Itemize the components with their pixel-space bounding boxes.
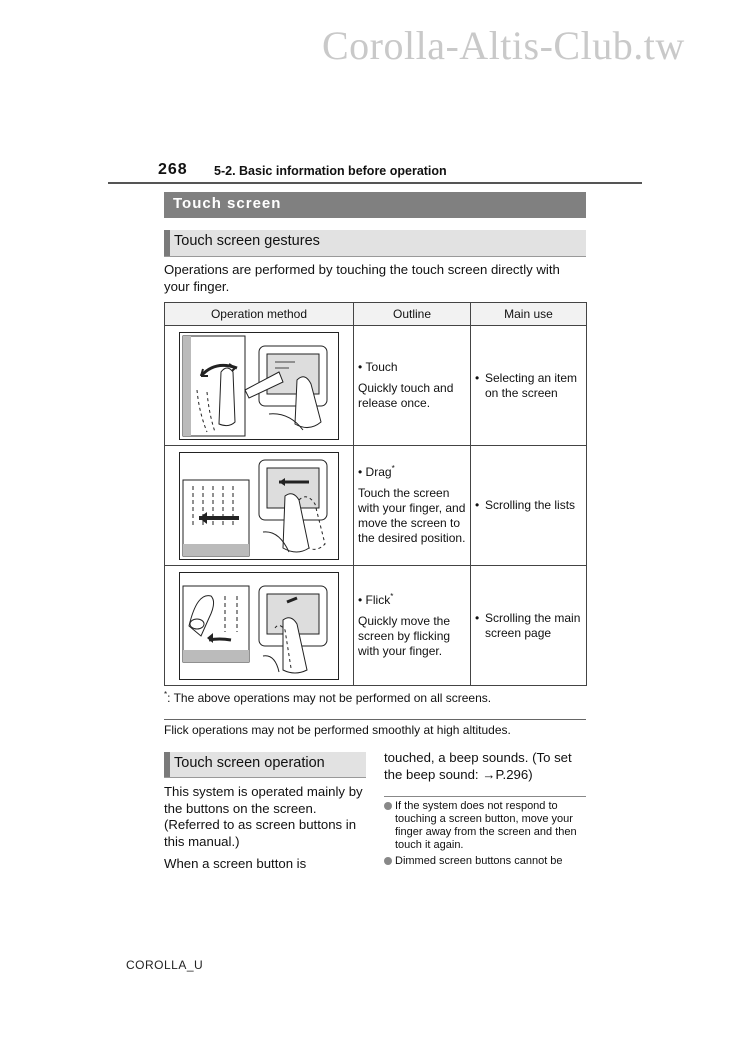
- outline-cell: [354, 566, 471, 686]
- gestures-heading: Touch screen gestures: [164, 230, 586, 256]
- flick-gesture-icon: [179, 572, 339, 680]
- column-header: Main use: [471, 303, 587, 326]
- operation-notes: [384, 800, 588, 871]
- main-use-cell: • Scrolling the lists: [471, 446, 587, 566]
- main-use-text: Scrolling the main screen page: [485, 610, 581, 640]
- outline-text: Touch the screen with your finger, and move the screen to the desired position.: [358, 486, 466, 545]
- header-rule: [108, 182, 642, 184]
- table-footnote: *: The above operations may not be performed on all screens.: [164, 690, 492, 705]
- gesture-name: • Flick*: [358, 591, 394, 607]
- outline-text: Quickly touch and release once.: [358, 381, 454, 410]
- flick-illustration: [165, 566, 354, 686]
- page-title: Touch screen: [164, 192, 586, 218]
- touch-gesture-icon: [179, 332, 339, 440]
- watermark: Corolla-Altis-Club.tw: [322, 23, 685, 68]
- drag-illustration: [165, 446, 354, 566]
- operation-heading: Touch screen operation: [164, 752, 366, 777]
- note-rule: [164, 719, 586, 720]
- touch-illustration: [165, 326, 354, 446]
- footer-code: COROLLA_U: [126, 958, 204, 972]
- operation-paragraph: When a screen button is: [164, 856, 307, 871]
- table-row: [165, 566, 587, 686]
- heading-rule: [164, 777, 366, 778]
- table-row: [165, 446, 587, 566]
- intro-paragraph: Operations are performed by touching the touch screen directly with your finger.: [164, 262, 560, 294]
- main-use-text: Selecting an item on the screen: [485, 370, 578, 400]
- bullet-dot-icon: [384, 802, 392, 810]
- notes-rule: [384, 796, 586, 797]
- main-use-cell: • Scrolling the main screen page: [471, 566, 587, 686]
- table-header-row: [165, 303, 587, 326]
- drag-gesture-icon: [179, 452, 339, 560]
- note-item: If the system does not respond to touching a screen button, move your finger away from the screen and then touch it again.: [384, 800, 588, 852]
- outline-text: Quickly move the screen by flicking with your finger.: [358, 613, 451, 658]
- gesture-name: • Drag*: [358, 464, 395, 479]
- operation-left-column: [164, 784, 364, 879]
- note-item: Dimmed screen buttons cannot be: [384, 855, 588, 868]
- main-use-cell: • Selecting an item on the screen: [471, 326, 587, 446]
- bullet-dot-icon: [384, 857, 392, 865]
- main-use-text: Scrolling the lists: [485, 498, 576, 512]
- section-breadcrumb: 5-2. Basic information before operation: [214, 164, 447, 178]
- operation-paragraph: This system is operated mainly by the buttons on the screen. (Referred to as screen buttons in this manual.): [164, 784, 363, 849]
- outline-cell: [354, 446, 471, 566]
- heading-rule: [164, 256, 586, 257]
- gesture-name: • Touch: [358, 360, 398, 374]
- table-row: [165, 326, 587, 446]
- page-number: 268: [158, 161, 188, 178]
- outline-cell: [354, 326, 471, 446]
- operation-continued: touched, a beep sounds. (To set the beep sound: →P.296): [384, 750, 572, 782]
- altitude-note: Flick operations may not be performed smoothly at high altitudes.: [164, 723, 511, 737]
- gestures-table: [164, 302, 587, 686]
- column-header: Outline: [354, 303, 471, 326]
- column-header: Operation method: [165, 303, 354, 326]
